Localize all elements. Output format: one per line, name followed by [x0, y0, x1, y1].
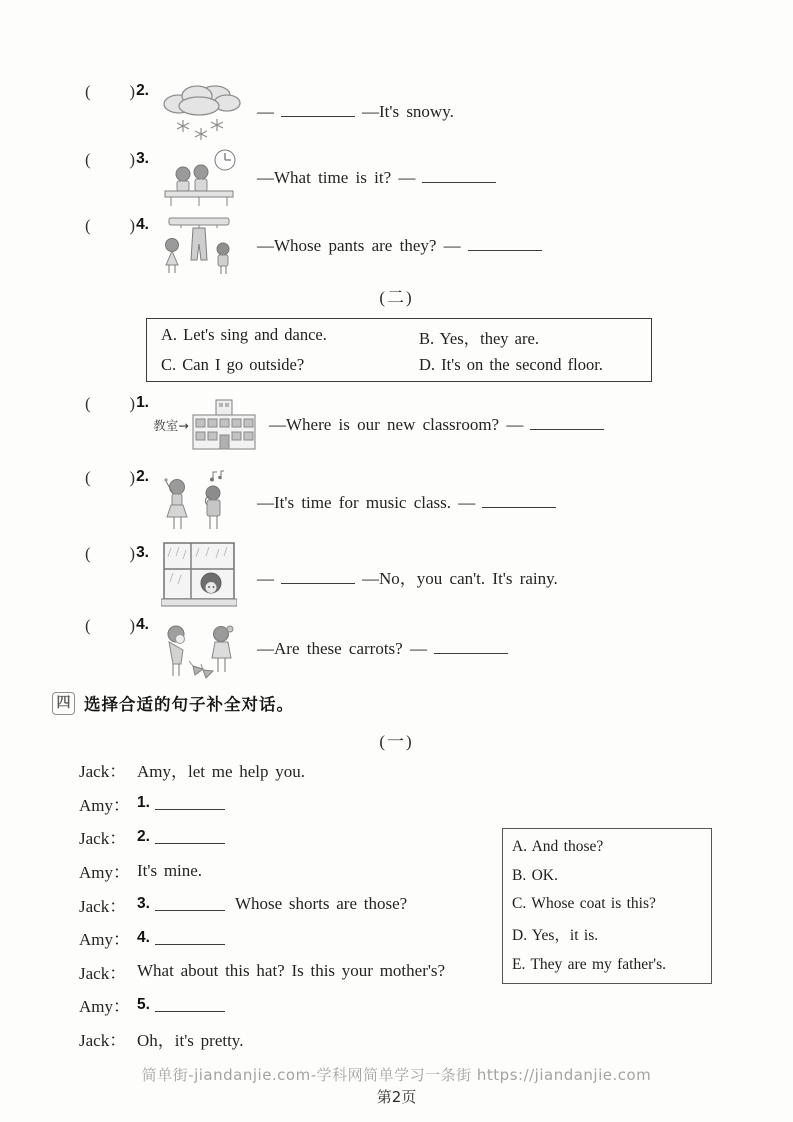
question-text-before: —	[257, 568, 274, 588]
answer-parentheses[interactable]	[85, 612, 149, 636]
question-text-before: —It's time for music class. —	[257, 493, 476, 512]
answer-parentheses[interactable]	[85, 78, 149, 102]
answer-blank[interactable]	[530, 416, 604, 430]
answer-blank[interactable]	[155, 931, 225, 945]
dialogue-number: 1.	[137, 794, 150, 812]
speaker-label: Jack：	[79, 829, 127, 849]
boy-rainy-window-illustration	[149, 541, 249, 611]
dialogue-number: 2.	[137, 827, 150, 845]
question-row-a2	[85, 78, 454, 146]
question-number: 4.	[136, 616, 149, 633]
answer-blank[interactable]	[155, 796, 225, 810]
option-c: C. Whose coat is this?	[512, 894, 656, 912]
pants-on-rack-illustration	[149, 213, 249, 279]
option-a: A. And those?	[512, 838, 604, 856]
option-a: A. Let's sing and dance.	[161, 325, 327, 344]
dialogue-text: What about this hat? Is this your mother's?	[137, 961, 446, 981]
dialogue-line	[79, 955, 445, 989]
question-row-b4	[85, 612, 515, 686]
speaker-label: Amy：	[79, 997, 130, 1017]
answer-blank[interactable]	[482, 494, 556, 508]
question-row-a4	[85, 212, 549, 280]
question-text-before: —Where is our new classroom? —	[269, 415, 524, 434]
option-c: C. Can I go outside?	[161, 355, 305, 374]
dialogue-block	[79, 753, 445, 1055]
speaker-label: Amy：	[79, 863, 130, 883]
answer-blank[interactable]	[155, 998, 225, 1012]
answer-parentheses[interactable]	[85, 212, 149, 236]
question-row-b2	[85, 464, 563, 542]
speaker-label: Jack：	[79, 963, 127, 983]
option-b: B. Yes，they are.	[419, 329, 539, 348]
question-number: 3.	[136, 544, 149, 561]
dialogue-line	[79, 1022, 445, 1056]
answer-parentheses[interactable]	[85, 464, 149, 488]
answer-blank[interactable]	[468, 237, 542, 251]
speaker-label: Amy：	[79, 795, 130, 815]
speaker-label: Jack：	[79, 1031, 127, 1051]
question-row-b3	[85, 540, 558, 612]
question-row-a3	[85, 146, 503, 210]
students-desk-clock-illustration	[149, 147, 249, 209]
paren-open: (	[85, 616, 91, 635]
question-number: 1.	[136, 394, 149, 411]
answer-blank[interactable]	[422, 169, 496, 183]
answer-blank[interactable]	[155, 897, 225, 911]
answer-parentheses[interactable]	[85, 390, 149, 414]
question-text-before: —What time is it? —	[257, 168, 416, 187]
paren-close: )	[129, 82, 136, 101]
question-number: 2.	[136, 82, 149, 99]
question-number: 4.	[136, 216, 149, 233]
page-number: 第2页	[376, 1088, 417, 1106]
answer-blank[interactable]	[281, 103, 355, 117]
paren-open: (	[85, 468, 91, 487]
speaker-label: Jack：	[79, 762, 127, 782]
section-title: 选择合适的句子补全对话。	[84, 695, 294, 714]
paren-open: (	[85, 216, 91, 235]
section-number-badge: 四	[52, 692, 75, 715]
dialogue-text: Oh，it's pretty.	[137, 1031, 244, 1051]
dialogue-text: Whose shorts are those?	[234, 894, 408, 914]
paren-close: )	[129, 150, 136, 169]
snowy-weather-illustration	[149, 80, 249, 144]
part-two-header: (二)	[379, 288, 414, 307]
options-box-part-two	[146, 318, 652, 382]
dialogue-text: It's mine.	[137, 860, 203, 880]
question-number: 2.	[136, 468, 149, 485]
dialogue-line	[79, 887, 445, 921]
dialogue-line	[79, 988, 445, 1022]
question-text-before: —Are these carrots? —	[257, 639, 427, 658]
singing-dancing-kids-illustration	[149, 467, 249, 539]
paren-close: )	[129, 468, 136, 487]
paren-open: (	[85, 150, 91, 169]
dialogue-line	[79, 820, 445, 854]
answer-blank[interactable]	[434, 640, 508, 654]
paren-close: )	[129, 216, 136, 235]
dialogue-number: 4.	[137, 928, 150, 946]
question-text-before: —	[257, 102, 274, 121]
dialogue-line	[79, 854, 445, 888]
dialogue-line	[79, 921, 445, 955]
option-d: D. Yes，it is.	[512, 927, 599, 945]
speaker-label: Jack：	[79, 896, 127, 916]
classroom-arrow-label: 教室→	[153, 418, 189, 433]
option-b: B. OK.	[512, 866, 558, 884]
answer-blank[interactable]	[281, 570, 355, 584]
answer-parentheses[interactable]	[85, 540, 149, 564]
kids-with-carrots-illustration	[149, 614, 249, 684]
part-one-header: (一)	[379, 732, 414, 751]
speaker-label: Amy：	[79, 930, 130, 950]
school-building-illustration	[149, 399, 261, 451]
dialogue-line	[79, 787, 445, 821]
dialogue-number: 3.	[137, 895, 150, 913]
question-text-after: —No，you can't. It's rainy.	[362, 568, 558, 588]
answer-parentheses[interactable]	[85, 146, 149, 170]
paren-open: (	[85, 82, 91, 101]
question-number: 3.	[136, 150, 149, 167]
section-four-heading	[52, 691, 294, 715]
paren-close: )	[129, 394, 136, 413]
paren-close: )	[129, 544, 136, 563]
dialogue-text: Amy，let me help you.	[137, 762, 306, 782]
dialogue-number: 5.	[137, 995, 150, 1013]
paren-close: )	[129, 616, 136, 635]
dialogue-line	[79, 753, 445, 787]
option-e: E. They are my father's.	[512, 955, 666, 973]
paren-open: (	[85, 544, 91, 563]
answer-blank[interactable]	[155, 830, 225, 844]
option-d: D. It's on the second floor.	[419, 355, 603, 374]
options-box-dialogue	[502, 828, 712, 984]
question-row-b1	[85, 390, 611, 460]
question-text-after: —It's snowy.	[362, 102, 454, 121]
footer-site-line: 简单街-jiandanjie.com-学科网简单学习一条街 https://jiandanjie.com	[141, 1066, 652, 1084]
paren-open: (	[85, 394, 91, 413]
question-text-before: —Whose pants are they? —	[257, 236, 461, 255]
